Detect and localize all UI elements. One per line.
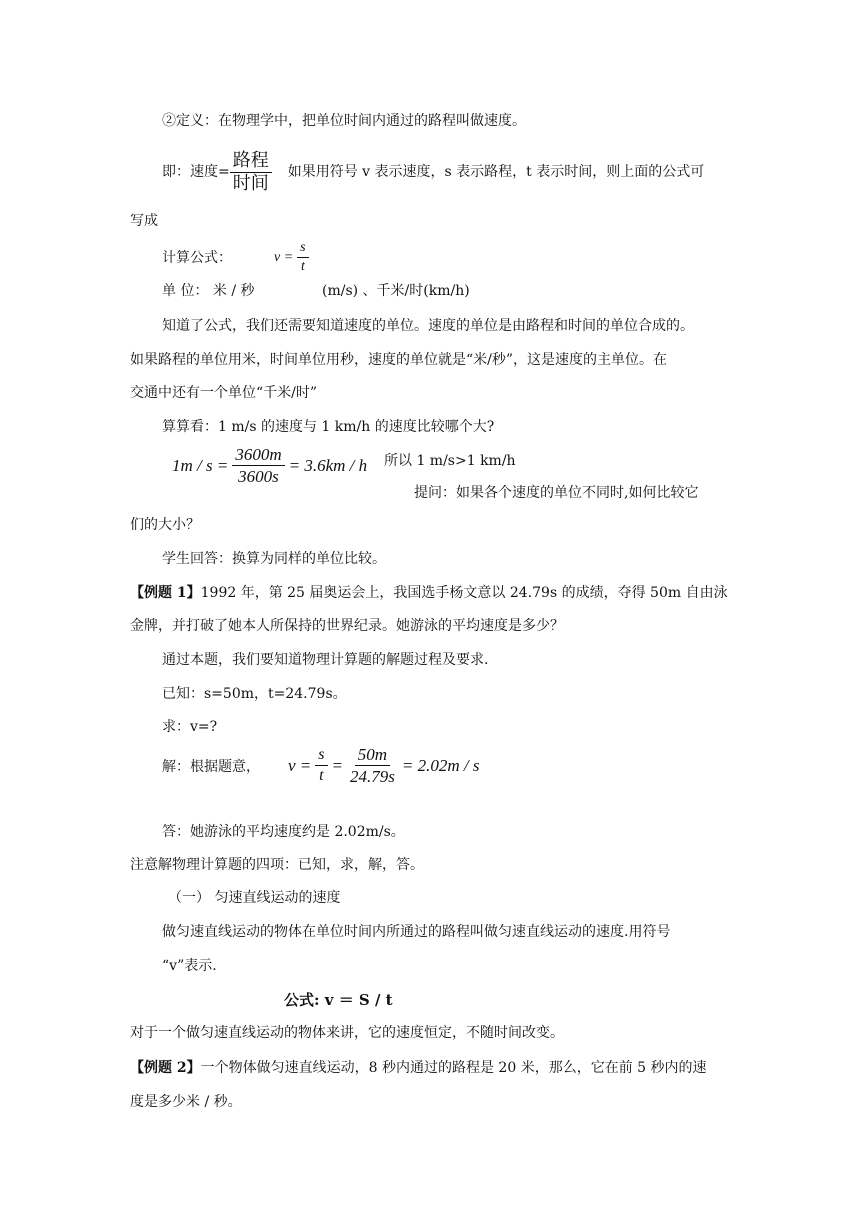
example-1-line xyxy=(130,583,728,603)
example-1-continued: 金牌，并打破了她本人所保持的世界纪录。她游泳的平均速度是多少？ xyxy=(130,618,564,634)
answer-line: 答：她游泳的平均速度约是 2.02m/s。 xyxy=(162,824,405,840)
solution-denominator-2: 24.79s xyxy=(350,767,395,786)
solution-numerator-2: 50m xyxy=(355,746,390,766)
speed-word-formula-line xyxy=(162,150,704,194)
symbol-explanation: 如果用符号 v 表示速度，s 表示路程，t 表示时间，则上面的公式可 xyxy=(287,164,705,180)
formula-denominator: t xyxy=(300,259,305,274)
unit-values: (m/s) 、千米/时(km/h) xyxy=(322,283,470,299)
example-2-continued: 度是多少米 / 秒。 xyxy=(130,1094,242,1110)
find-line: 求：v=? xyxy=(162,719,218,735)
fraction-numerator: 路程 xyxy=(230,152,272,173)
solution-denominator-1: t xyxy=(319,767,324,784)
conversion-fraction xyxy=(232,446,284,485)
question-prompt-continued: 们的大小？ xyxy=(130,517,200,533)
example-2-line xyxy=(130,1058,707,1078)
definition-line: ②定义：在物理学中，把单位时间内通过的路程叫做速度。 xyxy=(162,113,526,129)
word-fraction xyxy=(230,149,272,194)
conversion-formula xyxy=(172,446,367,485)
conversion-denominator: 3600s xyxy=(238,467,279,486)
speed-word-prefix: 即：速度= xyxy=(162,164,230,180)
fraction-denominator: 时间 xyxy=(232,172,269,194)
paragraph-line: “v”表示. xyxy=(162,958,217,974)
formula-fraction xyxy=(297,241,308,274)
continuation-line: 写成 xyxy=(130,213,158,229)
formula-numerator: s xyxy=(297,241,308,258)
paragraph-line: 对于一个做匀速直线运动的物体来讲，它的速度恒定，不随时间改变。 xyxy=(130,1025,564,1041)
question-prompt: 提问：如果各个速度的单位不同时,如何比较它 xyxy=(414,485,699,501)
unit-label: 单 位： 米 / 秒 xyxy=(162,283,255,299)
solution-equals: = xyxy=(331,755,343,775)
formula-lhs: v = xyxy=(274,249,294,265)
conversion-conclusion: 所以 1 m/s>1 km/h xyxy=(384,453,516,469)
conversion-rhs: = 3.6km / h xyxy=(288,455,368,475)
example-2-text: 一个物体做匀速直线运动，8 秒内通过的路程是 20 米，那么，它在前 5 秒内的速 xyxy=(200,1060,707,1076)
uniform-formula: 公式: v ＝ S / t xyxy=(284,991,393,1009)
paragraph-line: 做匀速直线运动的物体在单位时间内所通过的路程叫做匀速直线运动的速度.用符号 xyxy=(162,924,671,940)
student-answer: 学生回答：换算为同样的单位比较。 xyxy=(162,551,386,567)
paragraph-line: 如果路程的单位用米，时间单位用秒，速度的单位就是“米/秒”，这是速度的主单位。在 xyxy=(130,352,668,368)
example-2-tag: 【例题 2】 xyxy=(130,1060,201,1076)
speed-formula xyxy=(274,241,309,274)
formula-label: 计算公式： xyxy=(162,250,232,266)
example-1-tag: 【例题 1】 xyxy=(130,585,201,601)
solution-rhs: = 2.02m / s xyxy=(401,755,480,775)
paragraph-line: 交通中还有一个单位“千米/时” xyxy=(130,385,318,401)
solution-numerator-1: s xyxy=(315,747,327,766)
solution-lhs: v = xyxy=(288,755,312,775)
solution-fraction-1 xyxy=(315,747,327,784)
solution-formula xyxy=(288,746,479,785)
question-line: 算算看：1 m/s 的速度与 1 km/h 的速度比较哪个大? xyxy=(162,419,495,435)
note-line: 注意解物理计算题的四项：已知，求，解，答。 xyxy=(130,857,424,873)
paragraph-line: 通过本题，我们要知道物理计算题的解题过程及要求. xyxy=(162,652,489,668)
paragraph-line: 知道了公式，我们还需要知道速度的单位。速度的单位是由路程和时间的单位合成的。 xyxy=(162,318,694,334)
example-1-text: 1992 年，第 25 届奥运会上，我国选手杨文意以 24.79s 的成绩，夺得 50m 自由泳 xyxy=(200,585,728,601)
conversion-numerator: 3600m xyxy=(232,446,284,466)
solution-fraction-2 xyxy=(347,746,398,785)
solution-label: 解：根据题意， xyxy=(162,759,260,775)
given-line: 已知：s=50m，t=24.79s。 xyxy=(162,686,347,702)
section-heading: （一） 匀速直线运动的速度 xyxy=(168,890,341,906)
conversion-lhs: 1m / s = xyxy=(172,455,229,475)
